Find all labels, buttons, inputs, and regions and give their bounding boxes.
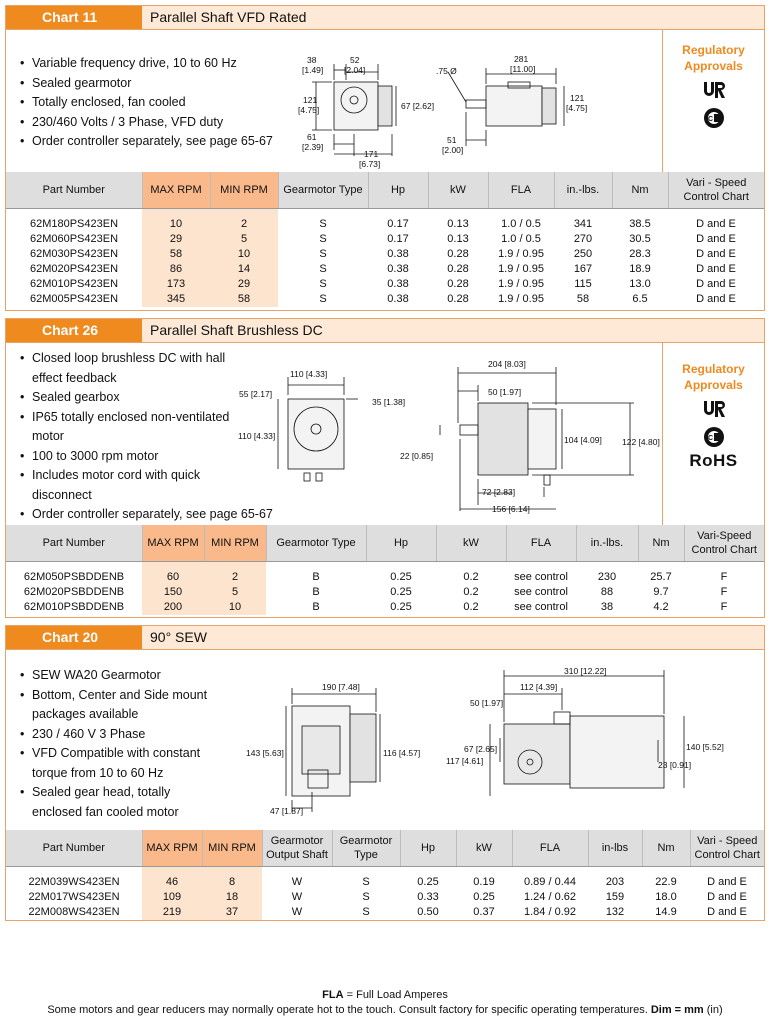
part-number: 62M060PS423EN [29, 232, 119, 245]
table-row: 62M020PSBDDENB 150 5 B 0.25 0.2 see control 88 9.7 F [6, 585, 764, 600]
column-header: Part Number [6, 830, 142, 866]
chart-11-section [5, 5, 765, 311]
column-header: MAX RPM [142, 830, 202, 866]
dim-label: 121 [570, 93, 585, 103]
column-header: MAX RPM [142, 172, 210, 208]
dim-label: 190 [7.48] [322, 682, 360, 692]
dim-label: 50 [1.97] [488, 387, 522, 397]
dim-label: 35 [1.38] [372, 397, 406, 407]
table-header-row [6, 830, 764, 866]
column-header: Nm [638, 525, 684, 561]
column-header: in-lbs [588, 830, 642, 866]
dim-label: 23 [0.91] [658, 760, 692, 770]
dim-label: [4.75] [566, 103, 588, 113]
feature-item: • Closed loop brushless DC with hall effect feedback [20, 349, 234, 388]
column-header: FLA [488, 172, 554, 208]
rohs-icon: RoHS [689, 451, 738, 470]
part-number: 62M050PSBDDENB [23, 570, 125, 583]
column-header: Gearmotor Type [332, 830, 400, 866]
feature-item: • Order controller separately, see page 65-67 [20, 132, 273, 152]
dim-label: 121 [303, 95, 318, 105]
dim-label: [6.73] [359, 159, 381, 169]
dim-label: 52 [350, 55, 360, 65]
table-row: 62M180PS423EN 10 2 S 0.17 0.13 1.0 / 0.5 341 38.5 D and E [6, 208, 764, 232]
chart-26-tag: Chart 26 [6, 319, 142, 342]
table-header-row [6, 172, 764, 208]
column-header: MIN RPM [210, 172, 278, 208]
part-number: 62M005PS423EN [29, 292, 119, 305]
feature-item: • VFD Compatible with constant torque from 10 to 60 Hz [20, 744, 220, 783]
dim-label: [11.00] [510, 64, 536, 74]
feature-item: • 230 / 460 V 3 Phase [20, 725, 220, 745]
dim-label: 61 [307, 132, 317, 142]
part-number: 62M020PS423EN [29, 262, 119, 275]
column-header: Hp [366, 525, 436, 561]
fla-definition: FLA = Full Load Amperes [322, 989, 448, 1001]
dim-label: 47 [1.87] [270, 806, 304, 816]
feature-item: • Sealed gearbox [20, 388, 234, 408]
dim-label: [2.39] [302, 142, 324, 152]
dim-label: 67 [2.62] [401, 101, 435, 111]
chart-11-table [6, 172, 764, 307]
chart-26-regulatory-approvals [662, 343, 764, 525]
column-header: Nm [642, 830, 690, 866]
table-row: 62M030PS423EN 58 10 S 0.38 0.28 1.9 / 0.95 250 28.3 D and E [6, 247, 764, 262]
chart-26-header [6, 319, 764, 343]
chart-26-title: Parallel Shaft Brushless DC [150, 322, 323, 338]
dim-label: 117 [4.61] [446, 756, 484, 766]
dim-label: [4.75] [298, 105, 320, 115]
column-header: kW [456, 830, 512, 866]
chart-20-table [6, 830, 764, 920]
dim-label: 38 [307, 55, 317, 65]
part-number: 22M017WS423EN [28, 890, 120, 903]
feature-item: • Includes motor cord with quick disconnect [20, 466, 234, 505]
table-row: 22M008WS423EN 219 37 W S 0.50 0.37 1.84 / 0.92 132 14.9 D and E [6, 905, 764, 920]
chart-20-title: 90° SEW [150, 629, 207, 645]
table-row: 62M010PSBDDENB 200 10 B 0.25 0.2 see control 38 4.2 F [6, 600, 764, 615]
ur-recognized-icon [701, 399, 727, 419]
dim-label: 116 [4.57] [383, 748, 421, 758]
chart-11-tag: Chart 11 [6, 6, 142, 29]
dim-label: 55 [2.17] [239, 389, 273, 399]
dim-label: 204 [8.03] [488, 359, 526, 369]
csa-icon [702, 106, 726, 130]
column-header: Nm [612, 172, 668, 208]
feature-item: • Sealed gearmotor [20, 74, 273, 94]
chart-20-tag: Chart 20 [6, 626, 142, 649]
chart-11-features [20, 54, 273, 152]
dim-label: .75 Ø [436, 66, 457, 76]
column-header: FLA [506, 525, 576, 561]
column-header: Hp [400, 830, 456, 866]
dim-label: 122 [4.80] [622, 437, 660, 447]
column-header: Vari - Speed Control Chart [690, 830, 764, 866]
chart-11-regulatory-approvals [662, 30, 764, 172]
dim-label: 110 [4.33] [238, 431, 276, 441]
column-header: Gearmotor Type [278, 172, 368, 208]
ur-recognized-icon [701, 80, 727, 100]
svg-text:C: C [707, 435, 713, 442]
table-row: 22M039WS423EN 46 8 W S 0.25 0.19 0.89 / 0.44 203 22.9 D and E [6, 866, 764, 890]
dim-label: 310 [12.22] [564, 666, 607, 676]
table-row: 62M005PS423EN 345 58 S 0.38 0.28 1.9 / 0.95 58 6.5 D and E [6, 292, 764, 307]
chart-11-header [6, 6, 764, 30]
chart-11-dimension-drawing [276, 46, 612, 178]
regulatory-heading: Regulatory Approvals [682, 362, 745, 392]
part-number: 22M039WS423EN [28, 875, 120, 888]
dim-label: 104 [4.09] [564, 435, 602, 445]
column-header: Vari-Speed Control Chart [684, 525, 764, 561]
dim-label: 67 [2.65] [464, 744, 498, 754]
dim-label: 171 [364, 149, 379, 159]
part-number: 62M010PSBDDENB [23, 600, 125, 613]
part-number: 22M008WS423EN [28, 905, 120, 918]
table-row: 62M060PS423EN 29 5 S 0.17 0.13 1.0 / 0.5 270 30.5 D and E [6, 232, 764, 247]
column-header: Hp [368, 172, 428, 208]
table-row: 22M017WS423EN 109 18 W S 0.33 0.25 1.24 / 0.62 159 18.0 D and E [6, 890, 764, 905]
chart-26-dimension-drawing [232, 355, 662, 519]
dim-label: [2.04] [344, 65, 366, 75]
regulatory-heading: Regulatory Approvals [682, 43, 745, 73]
dim-label: 281 [514, 54, 529, 64]
feature-item: • Sealed gear head, totally enclosed fan cooled motor [20, 783, 220, 822]
dim-label: 140 [5.52] [686, 742, 724, 752]
chart-26-section [5, 318, 765, 618]
column-header: MAX RPM [142, 525, 204, 561]
dim-label: 110 [4.33] [290, 369, 328, 379]
column-header: in.-lbs. [554, 172, 612, 208]
svg-text:C: C [707, 116, 713, 123]
part-number: 62M020PSBDDENB [23, 585, 125, 598]
column-header: MIN RPM [204, 525, 266, 561]
temperature-note: Some motors and gear reducers may normally operate hot to the touch. Consult factory for specific operating temperatures. Dim = mm (in) [47, 1004, 723, 1016]
chart-20-dimension-drawing [238, 666, 724, 818]
chart-11-title: Parallel Shaft VFD Rated [150, 9, 307, 25]
dim-label: 112 [4.39] [520, 682, 558, 692]
feature-item: • Order controller separately, see page 65-67 [20, 505, 234, 525]
table-row: 62M020PS423EN 86 14 S 0.38 0.28 1.9 / 0.95 167 18.9 D and E [6, 262, 764, 277]
column-header: Part Number [6, 525, 142, 561]
dim-label: 50 [1.97] [470, 698, 504, 708]
column-header: Gearmotor Output Shaft [262, 830, 332, 866]
column-header: kW [436, 525, 506, 561]
table-header-row [6, 525, 764, 561]
feature-item: • Totally enclosed, fan cooled [20, 93, 273, 113]
feature-item: • Bottom, Center and Side mount packages available [20, 686, 220, 725]
part-number: 62M010PS423EN [29, 277, 119, 290]
column-header: in.-lbs. [576, 525, 638, 561]
dim-label: 156 [6.14] [492, 504, 530, 514]
dim-label: 143 [5.63] [246, 748, 284, 758]
csa-icon [702, 425, 726, 449]
dim-label: [2.00] [442, 145, 464, 155]
dim-label: 51 [447, 135, 457, 145]
dim-label: 72 [2.83] [482, 487, 516, 497]
chart-20-features [20, 666, 220, 822]
column-header: MIN RPM [202, 830, 262, 866]
column-header: kW [428, 172, 488, 208]
column-header: Part Number [6, 172, 142, 208]
part-number: 62M180PS423EN [29, 217, 119, 230]
column-header: Vari - Speed Control Chart [668, 172, 764, 208]
column-header: Gearmotor Type [266, 525, 366, 561]
feature-item: • Variable frequency drive, 10 to 60 Hz [20, 54, 273, 74]
chart-26-table [6, 525, 764, 615]
part-number: 62M030PS423EN [29, 247, 119, 260]
feature-item: • 100 to 3000 rpm motor [20, 447, 234, 467]
column-header: FLA [512, 830, 588, 866]
table-row: 62M010PS423EN 173 29 S 0.38 0.28 1.9 / 0.95 115 13.0 D and E [6, 277, 764, 292]
dim-label: [1.49] [302, 65, 324, 75]
feature-item: • SEW WA20 Gearmotor [20, 666, 220, 686]
table-row: 62M050PSBDDENB 60 2 B 0.25 0.2 see control 230 25.7 F [6, 561, 764, 585]
feature-item: • IP65 totally enclosed non-ventilated motor [20, 408, 234, 447]
chart-20-header [6, 626, 764, 650]
chart-20-section [5, 625, 765, 921]
dim-label: 22 [0.85] [400, 451, 434, 461]
feature-item: • 230/460 Volts / 3 Phase, VFD duty [20, 113, 273, 133]
